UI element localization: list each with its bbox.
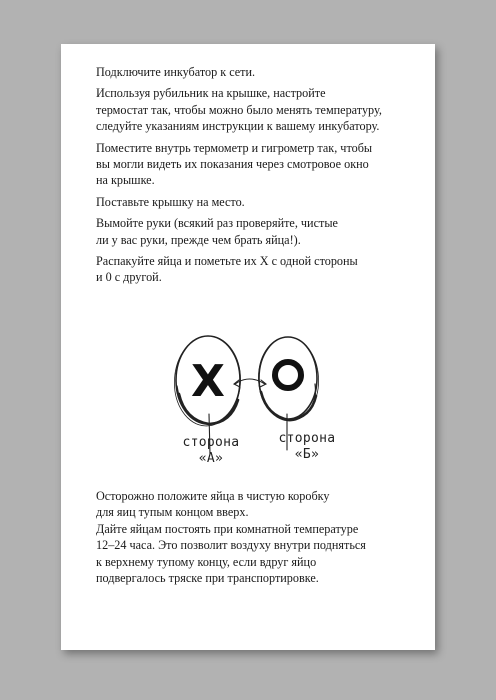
side-b-label: сторона «Б» [278, 431, 336, 462]
instructions-top [96, 64, 416, 291]
paragraph-rest-eggs: Дайте яйцам постоять при комнатной температуре 12–24 часа. Это позволит воздуху внутри подняться к верхнему тупому концу, если вдруг яйцо подвергалось тряске при транспортировке. [96, 521, 366, 586]
paragraph-thermometer: Поместите внутрь термометр и гигрометр так, чтобы вы могли видеть их показания через смотровое окно на крышке. [96, 140, 373, 188]
paragraph-mark-eggs: Распакуйте яйца и пометьте их X с одной стороны и 0 с другой. [96, 254, 358, 285]
egg-b [256, 335, 320, 422]
turn-arrow-icon [234, 379, 266, 387]
egg-b-mark [275, 362, 301, 388]
book-page [61, 44, 435, 650]
side-a-label: сторона «А» [182, 435, 240, 466]
instructions-bottom [96, 488, 416, 586]
paragraph-thermostat: Используя рубильник на крышке, настройте термостат так, чтобы можно было менять температуру, следуйте указаниям инструкции к вашему инкубатору. [96, 86, 382, 134]
paragraph-connect: Подключите инкубатор к сети. [96, 65, 256, 79]
egg-a-mark: X [191, 356, 225, 407]
paragraph-wash-hands: Вымойте руки (всякий раз проверяйте, чистые ли у вас руки, прежде чем брать яйца!). [96, 216, 338, 247]
paragraph-place-eggs: Осторожно положите яйца в чистую коробку для яиц тупым концом вверх. [96, 489, 330, 520]
paragraph-lid: Поставьте крышку на место. [96, 194, 245, 209]
